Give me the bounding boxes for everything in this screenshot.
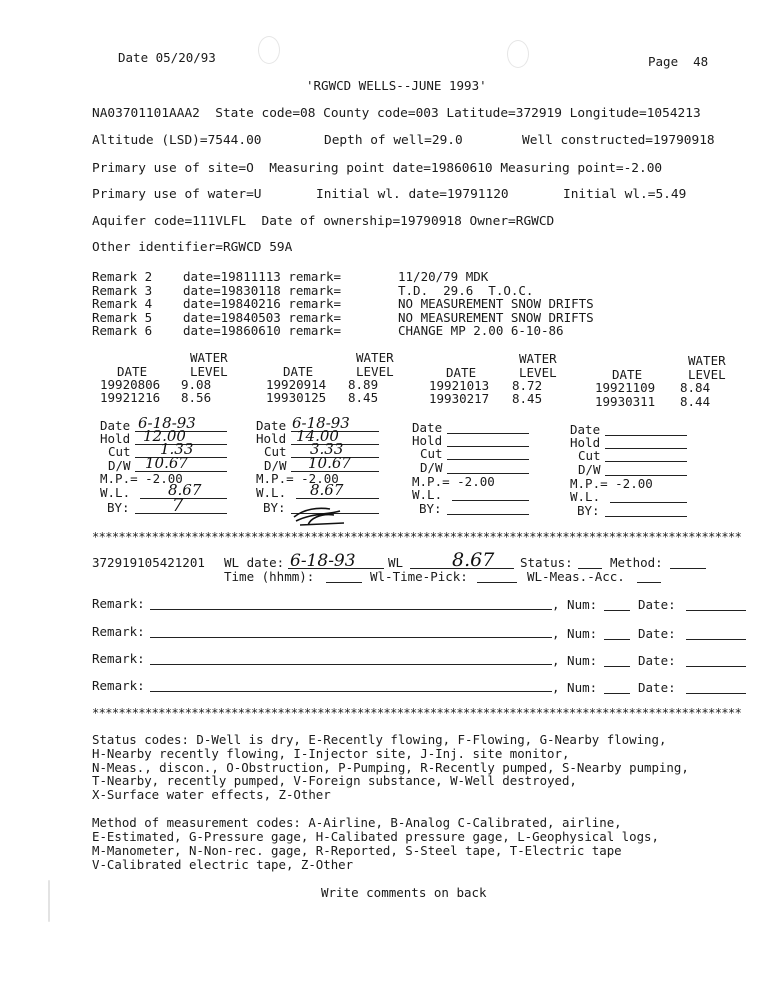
level-date: 19921013	[429, 378, 490, 393]
form-by-field[interactable]	[447, 502, 529, 515]
level-date: 19930125	[266, 390, 327, 405]
form-dw-label: D/W	[420, 460, 443, 475]
form-date-field[interactable]	[605, 423, 687, 436]
paper-edge-mark	[48, 880, 50, 922]
remark-text: 11/20/79 MDK	[398, 269, 489, 284]
form-date-handwritten: 6-18-93	[138, 414, 196, 432]
form-dw-label: D/W	[108, 458, 131, 473]
form-mp-label: M.P.= -2.00	[412, 474, 495, 489]
date-header: DATE	[283, 364, 314, 379]
level-value: 8.45	[512, 391, 543, 406]
date-field[interactable]	[686, 654, 746, 667]
form-by-label: BY:	[107, 500, 130, 515]
form-wl-field[interactable]	[610, 490, 687, 503]
form-mp-label: M.P.= -2.00	[570, 476, 653, 491]
level-date: 19921109	[595, 380, 656, 395]
remark-text: NO MEASUREMENT SNOW DRIFTS	[398, 296, 594, 311]
form-by-label: BY:	[577, 503, 600, 518]
time-field[interactable]	[326, 570, 362, 583]
form-date-field[interactable]	[447, 421, 529, 434]
date-label: Date:	[638, 626, 676, 641]
meas-acc-field[interactable]	[637, 570, 661, 583]
form-date-label: Date	[256, 418, 287, 433]
level-value: 8.44	[680, 394, 711, 409]
level-header: LEVEL	[688, 367, 726, 382]
site-line-5: Aquifer code=111VLFL Date of ownership=19790918 Owner=RGWCD	[92, 214, 555, 229]
form-by-handwritten: 7	[172, 495, 184, 516]
remark-entry-label: Remark:	[92, 596, 145, 611]
form-cut-label: Cut	[108, 444, 131, 459]
form-cut-label: Cut	[420, 446, 443, 461]
num-label: , Num:	[552, 626, 598, 641]
wl-date-handwritten: 6-18-93	[290, 551, 356, 571]
meas-acc-label: WL-Meas.-Acc.	[527, 569, 625, 584]
document-title: 'RGWCD WELLS--JUNE 1993'	[306, 78, 487, 93]
initial-wl-date: Initial wl. date=19791120	[316, 187, 509, 202]
form-date-handwritten: 6-18-93	[292, 414, 350, 432]
water-header: WATER	[356, 350, 394, 365]
remark-date: date=19830118 remark=	[183, 283, 342, 298]
remark-number: Remark 4	[92, 296, 153, 311]
wl-handwritten: 8.67	[452, 549, 495, 571]
remark-date: date=19860610 remark=	[183, 323, 342, 338]
date-label: Date:	[638, 597, 676, 612]
status-codes-line: H-Nearby recently flowing, I-Injector site, J-Inj. site monitor,	[92, 746, 570, 761]
remark-entry-field[interactable]	[150, 679, 552, 692]
level-date: 19930217	[429, 391, 490, 406]
num-label: , Num:	[552, 597, 598, 612]
remark-text: T.D. 29.6 T.O.C.	[398, 283, 534, 298]
date-field[interactable]	[686, 681, 746, 694]
form-wl-handwritten: 8.67	[310, 481, 344, 499]
altitude: Altitude (LSD)=7544.00	[92, 133, 262, 148]
level-value: 8.45	[348, 390, 379, 405]
date-field[interactable]	[686, 598, 746, 611]
form-dw-handwritten: 10.67	[308, 454, 351, 472]
remark-date: date=19840216 remark=	[183, 296, 342, 311]
date-label: Date:	[638, 653, 676, 668]
num-label: , Num:	[552, 680, 598, 695]
form-by-field[interactable]	[605, 504, 687, 517]
date-field[interactable]	[686, 627, 746, 640]
num-field[interactable]	[604, 627, 630, 640]
level-date: 19920806	[100, 377, 161, 392]
remark-number: Remark 6	[92, 323, 153, 338]
method-codes-line: Method of measurement codes: A-Airline, B-Analog C-Calibrated, airline,	[92, 815, 622, 830]
form-hold-handwritten: 12.00	[143, 427, 186, 445]
initial-wl: Initial wl.=5.49	[563, 187, 687, 202]
page-number: Page 48	[648, 54, 709, 69]
remark-number: Remark 5	[92, 310, 153, 325]
remark-entry-field[interactable]	[150, 652, 552, 665]
level-value: 8.89	[348, 377, 379, 392]
punch-hole-mark	[258, 36, 280, 64]
time-pick-label: Wl-Time-Pick:	[370, 569, 468, 584]
level-value: 8.56	[181, 390, 212, 405]
water-header: WATER	[688, 353, 726, 368]
site-line-1: NA03701101AAA2 State code=08 County code=003 Latitude=372919 Longitude=1054213	[92, 106, 701, 121]
status-codes-line: N-Meas., discon., O-Obstruction, P-Pumping, R-Recently pumped, S-Nearby pumping,	[92, 760, 689, 775]
other-identifier: Other identifier=RGWCD 59A	[92, 240, 293, 255]
status-codes-line: X-Surface water effects, Z-Other	[92, 787, 331, 802]
separator-line: **************************************************************************************************	[92, 707, 742, 719]
form-wl-label: W.L.	[570, 489, 601, 504]
level-header: LEVEL	[190, 364, 228, 379]
level-header: LEVEL	[519, 365, 557, 380]
form-date-label: Date	[100, 418, 131, 433]
form-wl-field[interactable]	[452, 488, 529, 501]
level-date: 19930311	[595, 394, 656, 409]
form-mp-label: M.P.= -2.00	[256, 471, 339, 486]
status-codes-line: T-Nearby, recently pumped, V-Foreign substance, W-Well destroyed,	[92, 773, 577, 788]
remark-entry-label: Remark:	[92, 624, 145, 639]
form-dw-handwritten: 10.67	[145, 454, 188, 472]
method-codes-line: V-Calibrated electric tape, Z-Other	[92, 857, 354, 872]
remark-entry-field[interactable]	[150, 597, 552, 610]
num-field[interactable]	[604, 598, 630, 611]
date-header: DATE	[446, 365, 477, 380]
wl-label: WL	[388, 555, 404, 570]
well-constructed: Well constructed=19790918	[522, 133, 715, 148]
remark-entry-label: Remark:	[92, 678, 145, 693]
form-dw-field[interactable]	[447, 461, 529, 474]
water-header: WATER	[519, 351, 557, 366]
form-hold-label: Hold	[100, 431, 131, 446]
level-date: 19921216	[100, 390, 161, 405]
status-label: Status:	[520, 555, 573, 570]
method-field[interactable]	[670, 556, 706, 569]
date-header: DATE	[612, 367, 643, 382]
num-label: , Num:	[552, 653, 598, 668]
num-field[interactable]	[604, 654, 630, 667]
form-hold-field[interactable]	[447, 434, 529, 447]
form-wl-handwritten: 8.67	[168, 481, 202, 499]
time-label: Time (hhmm):	[224, 569, 315, 584]
signature-scribble	[290, 503, 350, 527]
remark-date: date=19811113 remark=	[183, 269, 342, 284]
form-wl-label: W.L.	[100, 485, 131, 500]
date-header: DATE	[117, 364, 148, 379]
num-field[interactable]	[604, 681, 630, 694]
form-cut-handwritten: 3.33	[310, 440, 344, 458]
primary-use-water: Primary use of water=U	[92, 187, 262, 202]
remark-text: CHANGE MP 2.00 6-10-86	[398, 323, 564, 338]
form-wl-label: W.L.	[412, 487, 443, 502]
form-by-label: BY:	[263, 500, 286, 515]
level-value: 9.08	[181, 377, 212, 392]
status-field[interactable]	[578, 556, 602, 569]
remark-number: Remark 3	[92, 283, 153, 298]
form-cut-handwritten: 1.33	[160, 440, 194, 458]
footer-note: Write comments on back	[321, 885, 487, 900]
level-value: 8.72	[512, 378, 543, 393]
remark-entry-label: Remark:	[92, 651, 145, 666]
punch-hole-mark	[507, 40, 529, 68]
form-dw-field[interactable]	[605, 463, 687, 476]
time-pick-field[interactable]	[477, 570, 517, 583]
form-hold-handwritten: 14.00	[296, 427, 339, 445]
form-hold-label: Hold	[412, 433, 443, 448]
form-by-label: BY:	[419, 501, 442, 516]
status-codes-line: Status codes: D-Well is dry, E-Recently flowing, F-Flowing, G-Nearby flowing,	[92, 732, 667, 747]
form-cut-label: Cut	[264, 444, 287, 459]
form-cut-field[interactable]	[605, 449, 687, 462]
level-value: 8.84	[680, 380, 711, 395]
level-header: LEVEL	[356, 364, 394, 379]
form-cut-field[interactable]	[447, 447, 529, 460]
form-dw-label: D/W	[578, 462, 601, 477]
level-date: 19920914	[266, 377, 327, 392]
form-cut-label: Cut	[578, 448, 601, 463]
method-codes-line: M-Manometer, N-Non-rec. gage, R-Reported, S-Steel tape, T-Electric tape	[92, 843, 622, 858]
form-mp-label: M.P.= -2.00	[100, 471, 183, 486]
form-dw-label: D/W	[264, 458, 287, 473]
form-hold-field[interactable]	[605, 436, 687, 449]
site-id: 372919105421201	[92, 555, 205, 570]
method-codes-line: E-Estimated, G-Pressure gage, H-Calibated pressure gage, L-Geophysical logs,	[92, 829, 659, 844]
remark-date: date=19840503 remark=	[183, 310, 342, 325]
separator-line: **************************************************************************************************	[92, 531, 742, 543]
site-line-3: Primary use of site=O Measuring point date=19860610 Measuring point=-2.00	[92, 161, 663, 176]
form-date-label: Date	[570, 422, 601, 437]
remark-text: NO MEASUREMENT SNOW DRIFTS	[398, 310, 594, 325]
form-date-label: Date	[412, 420, 443, 435]
remark-number: Remark 2	[92, 269, 153, 284]
date-label: Date:	[638, 680, 676, 695]
water-header: WATER	[190, 350, 228, 365]
wl-date-label: WL date:	[224, 555, 285, 570]
form-hold-label: Hold	[570, 435, 601, 450]
depth-of-well: Depth of well=29.0	[324, 133, 463, 148]
form-wl-label: W.L.	[256, 485, 287, 500]
method-label: Method:	[610, 555, 663, 570]
form-hold-label: Hold	[256, 431, 287, 446]
header-date: Date 05/20/93	[118, 50, 216, 65]
remark-entry-field[interactable]	[150, 625, 552, 638]
